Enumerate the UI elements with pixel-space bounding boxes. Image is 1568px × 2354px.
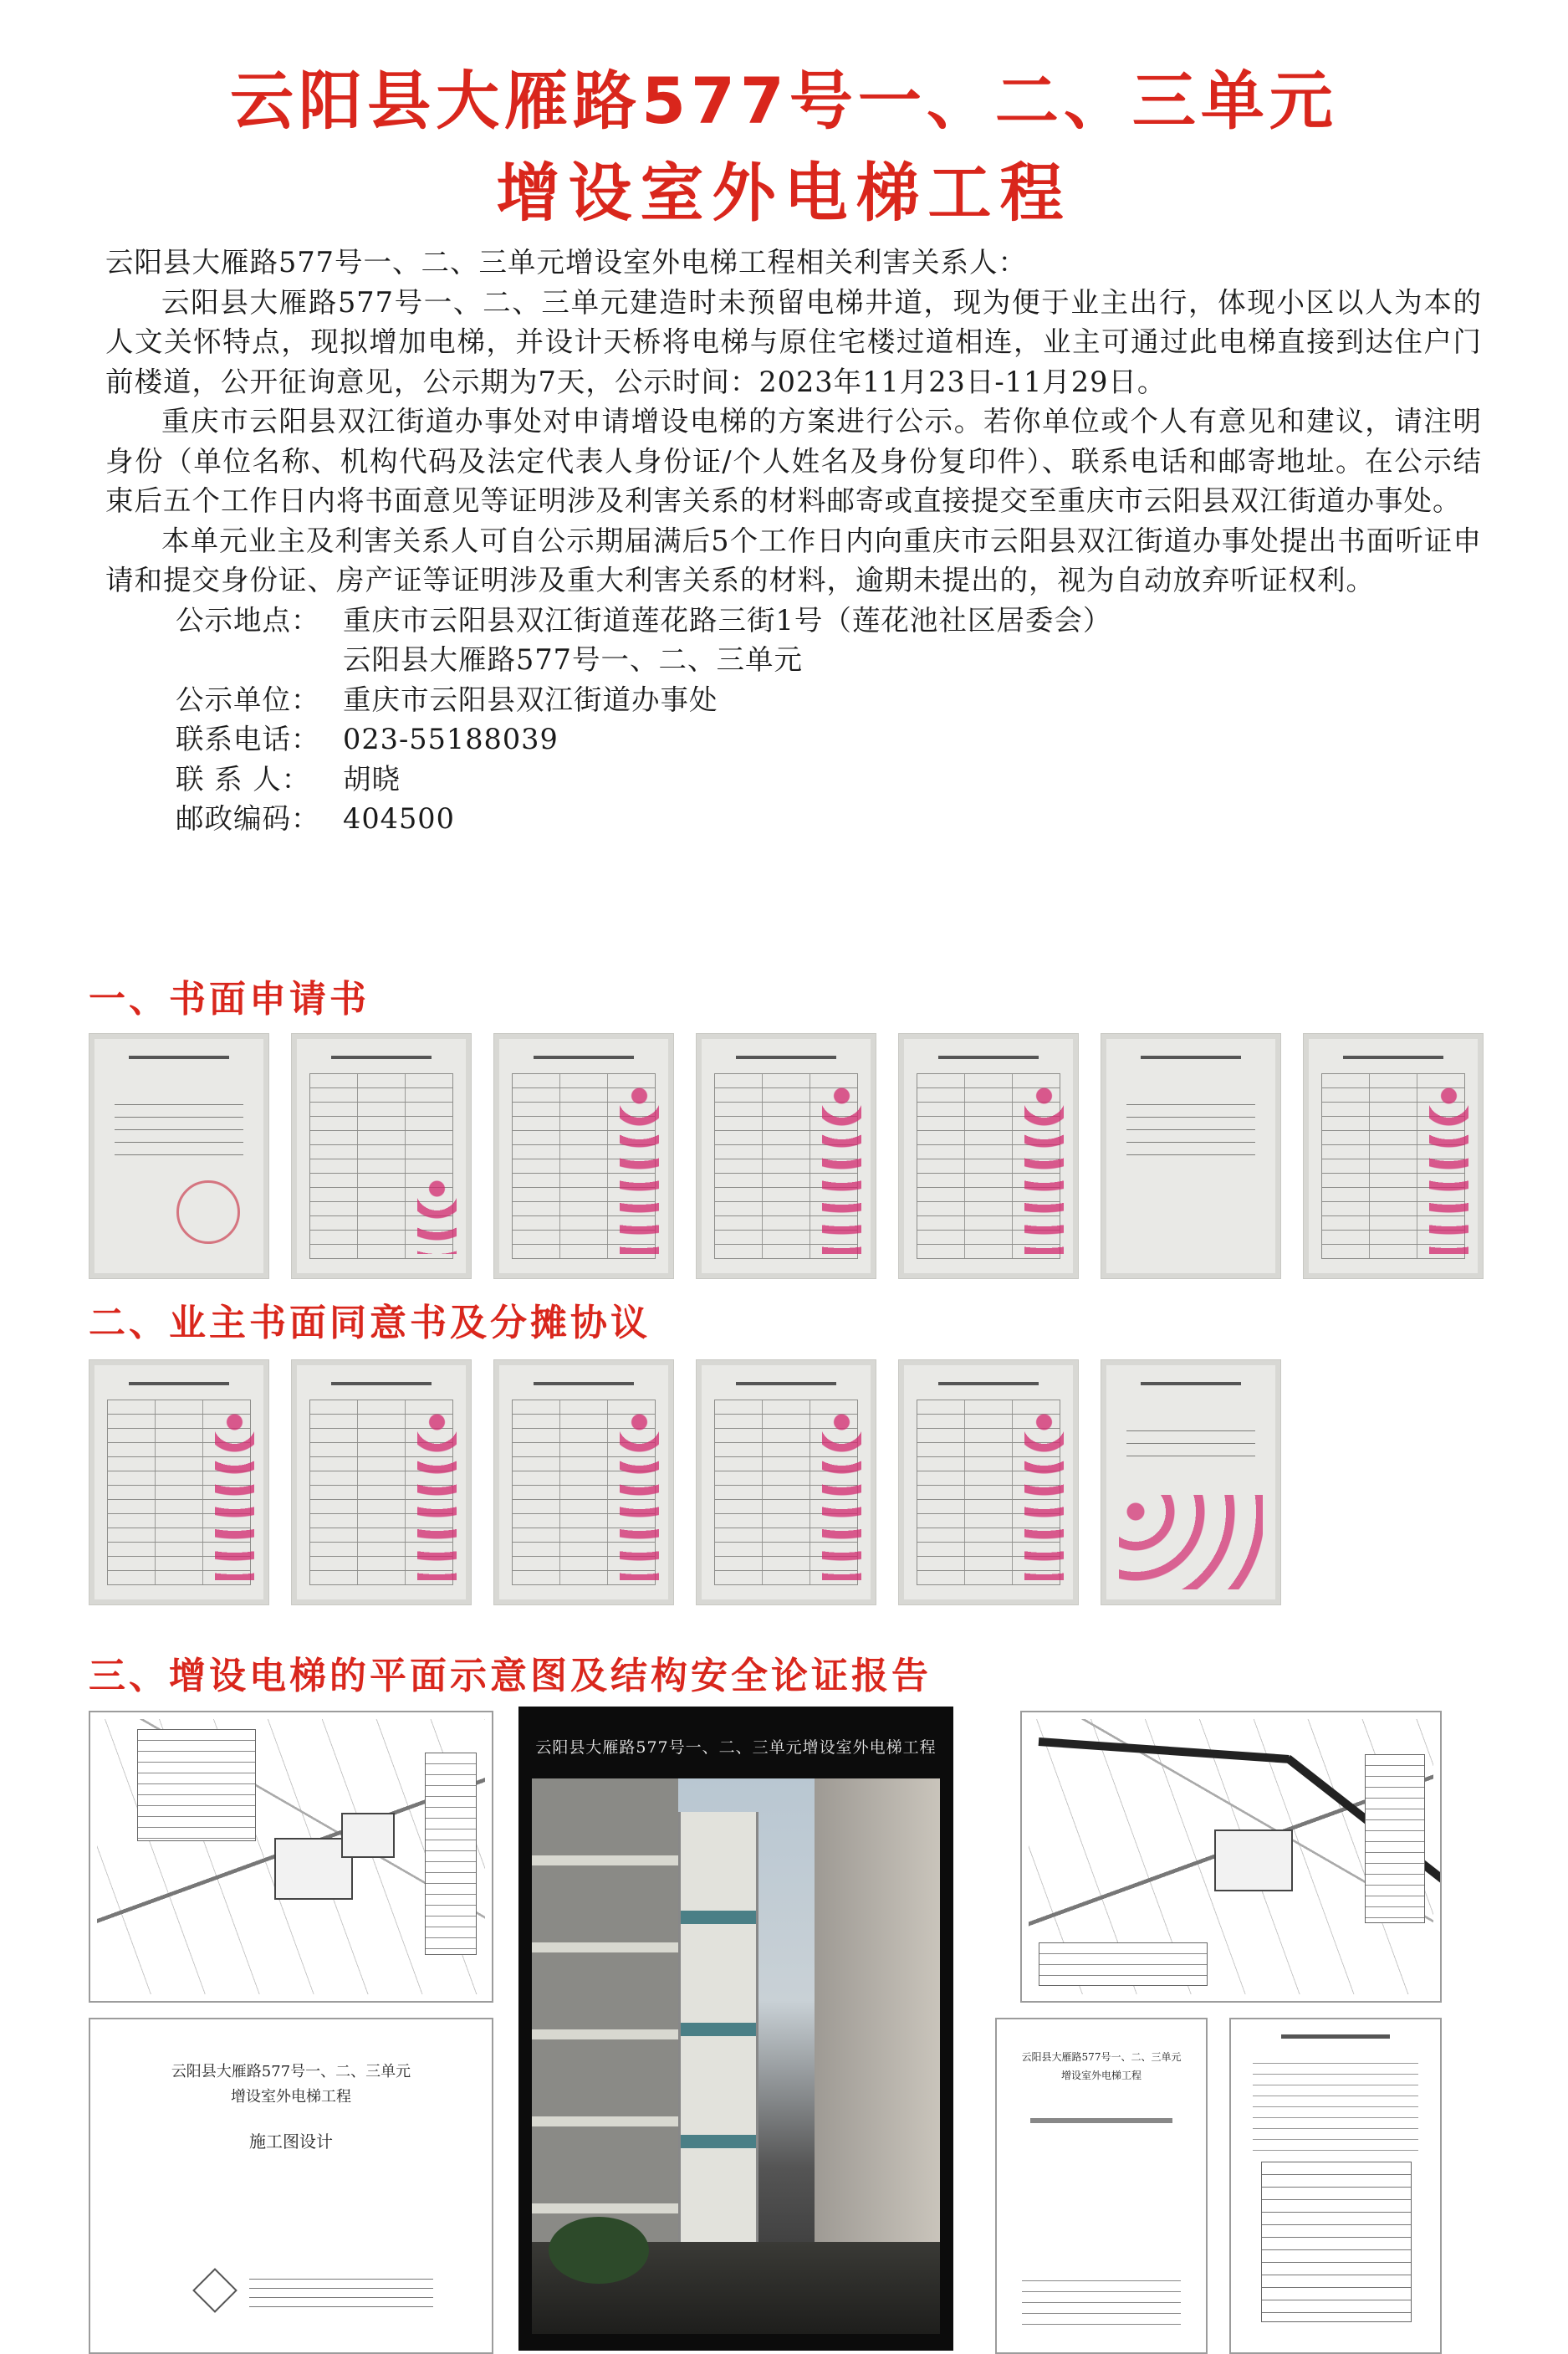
location-value-2: 云阳县大雁路577号一、二、三单元 (343, 643, 803, 676)
application-letter-scan (89, 1033, 269, 1279)
contact-value: 胡晓 (343, 762, 401, 796)
postal-value: 404500 (343, 802, 455, 835)
application-form-scan-3 (696, 1033, 876, 1279)
application-form-scan-6 (1303, 1033, 1484, 1279)
unit-value: 重庆市云阳县双江街道办事处 (343, 683, 718, 716)
notice-paragraph-1: 云阳县大雁路577号一、二、三单元建造时未预留电梯井道，现为便于业主出行，体现小区以人为本的人文关怀特点，现拟增加电梯，并设计天桥将电梯与原住宅楼过道相连，业主可通过此电梯直接到达住户门前楼道，公开征询意见，公示期为7天，公示时间：2023年11月23日-11月29日。 (105, 285, 1482, 398)
cover-right-line1: 云阳县大雁路577号一、二、三单元 (1021, 2051, 1182, 2063)
application-form-scan-2 (493, 1033, 674, 1279)
phone-label: 联系电话： (176, 723, 320, 755)
section-3-heading: 三、增设电梯的平面示意图及结构安全论证报告 (89, 1655, 932, 1697)
structural-safety-report-cover (995, 2018, 1208, 2354)
location-label: 公示地点： (176, 603, 320, 637)
application-form-scan-4 (898, 1033, 1079, 1279)
elevator-shaft (678, 1812, 758, 2267)
design-company-logo (192, 2268, 237, 2313)
cover-right-line2: 增设室外电梯工程 (1060, 2070, 1142, 2081)
cover-left-line1: 云阳县大雁路577号一、二、三单元 (171, 2063, 411, 2080)
section-1-heading: 一、书面申请书 (89, 978, 370, 1021)
page-title-line2: 增设室外电梯工程 (496, 156, 1072, 230)
unit-label: 公示单位： (176, 683, 320, 716)
structural-safety-report-page (1229, 2018, 1442, 2354)
notice-paragraph-2: 重庆市云阳县双江街道办事处对申请增设电梯的方案进行公示。若你单位或个人有意见和建议，请注明身份（单位名称、机构代码及法定代表人身份证/个人姓名及身份复印件）、联系电话和邮寄地址。在公示结束后五个工作日内将书面意见等证明涉及利害关系的材料邮寄或直接提交至重庆市云阳县双江街道办事处。 (105, 405, 1482, 517)
consent-form-scan-3 (493, 1359, 674, 1605)
photo-caption: 云阳县大雁路577号一、二、三单元增设室外电梯工程 (535, 1738, 937, 1757)
notice-paragraph-3: 本单元业主及利害关系人可自公示期届满后5个工作日内向重庆市云阳县双江街道办事处提出书面听证申请和提交身份证、房产证等证明涉及重大利害关系的材料，逾期未提出的，视为自动放弃听证权利。 (105, 524, 1482, 596)
site-plan-drawing-right (1020, 1711, 1442, 2003)
notice-addressee: 云阳县大雁路577号一、二、三单元增设室外电梯工程相关利害关系人： (105, 246, 1027, 279)
contact-label: 联 系 人： (176, 762, 311, 796)
cost-sharing-agreement-scan (1101, 1359, 1281, 1605)
consent-form-scan-5 (898, 1359, 1079, 1605)
design-company-info (249, 2270, 433, 2312)
application-form-scan-5 (1101, 1033, 1281, 1279)
phone-value: 023-55188039 (343, 723, 559, 755)
consent-form-scan-2 (291, 1359, 472, 1605)
notice-body (105, 243, 1482, 839)
cover-left-line3: 施工图设计 (249, 2131, 333, 2152)
construction-drawing-cover (89, 2018, 493, 2354)
site-plan-drawing-left (89, 1711, 493, 2003)
application-form-scan-1 (291, 1033, 472, 1279)
elevator-rendering-photo (518, 1707, 953, 2351)
page-title-line1: 云阳县大雁路577号一、二、三单元 (230, 64, 1338, 138)
location-value-1: 重庆市云阳县双江街道莲花路三街1号（莲花池社区居委会） (343, 603, 1112, 637)
notice-info (105, 601, 1482, 839)
consent-form-scan-4 (696, 1359, 876, 1605)
postal-label: 邮政编码： (176, 802, 320, 835)
cover-left-line2: 增设室外电梯工程 (231, 2088, 351, 2106)
consent-form-scan-1 (89, 1359, 269, 1605)
section-2-heading: 二、业主书面同意书及分摊协议 (89, 1302, 651, 1344)
